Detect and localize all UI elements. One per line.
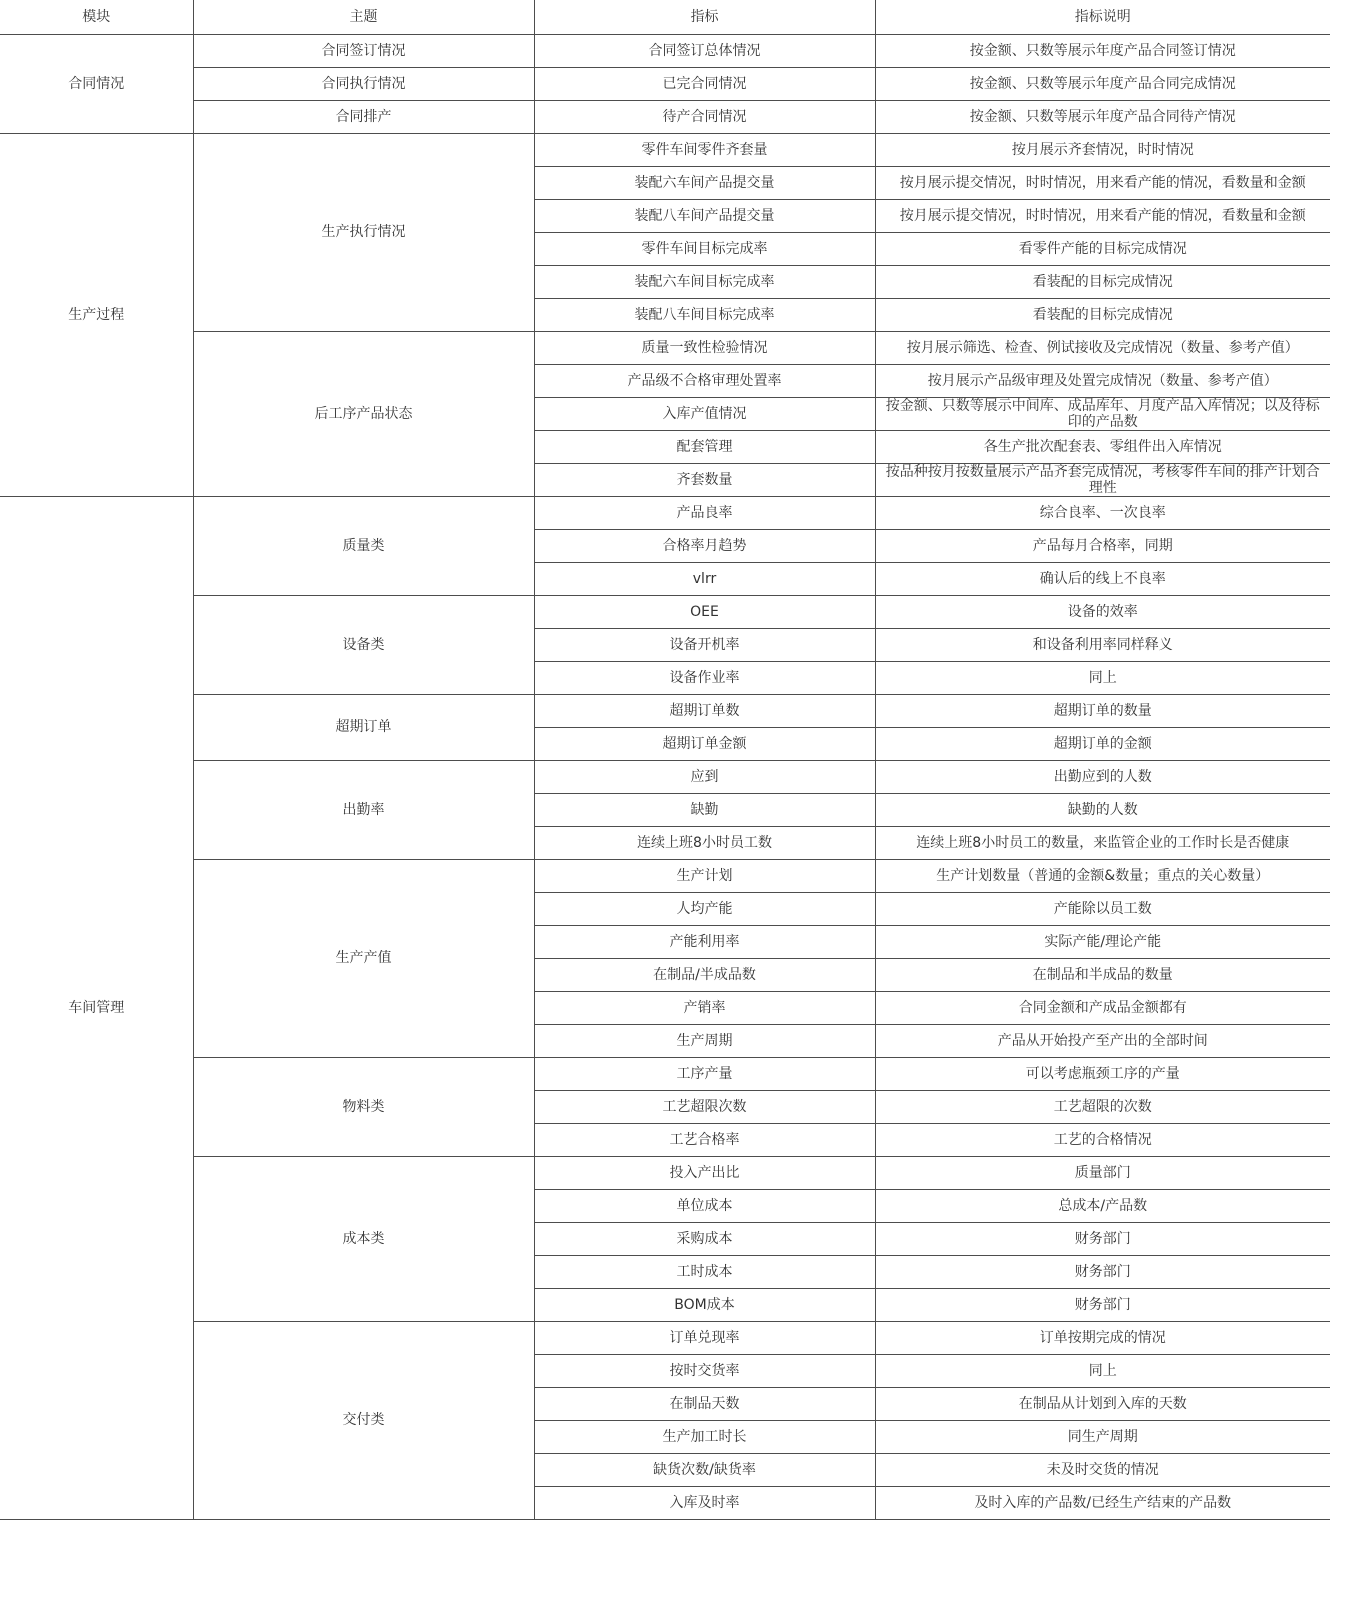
header-module: 模块 xyxy=(0,0,193,34)
header-topic: 主题 xyxy=(193,0,534,34)
description-cell: 各生产批次配套表、零组件出入库情况 xyxy=(875,430,1330,463)
indicator-cell: 合同签订总体情况 xyxy=(534,34,875,67)
indicator-cell: 超期订单金额 xyxy=(534,727,875,760)
description-cell: 可以考虑瓶颈工序的产量 xyxy=(875,1057,1330,1090)
table-row xyxy=(0,1057,1330,1090)
description-cell: 工艺超限的次数 xyxy=(875,1090,1330,1123)
topic-cell: 生产产值 xyxy=(193,859,534,1057)
description-cell: 同上 xyxy=(875,661,1330,694)
description-cell: 在制品和半成品的数量 xyxy=(875,958,1330,991)
header-description: 指标说明 xyxy=(875,0,1330,34)
indicator-cell: 产品良率 xyxy=(534,496,875,529)
indicator-cell: 装配六车间产品提交量 xyxy=(534,166,875,199)
topic-cell: 生产执行情况 xyxy=(193,133,534,331)
description-cell: 未及时交货的情况 xyxy=(875,1453,1330,1486)
indicator-cell: 工艺超限次数 xyxy=(534,1090,875,1123)
indicator-cell: 齐套数量 xyxy=(534,463,875,496)
description-cell: 和设备利用率同样释义 xyxy=(875,628,1330,661)
module-cell: 生产过程 xyxy=(0,133,193,496)
header-row xyxy=(0,0,1330,34)
table-row xyxy=(0,331,1330,364)
description-cell: 按金额、只数等展示中间库、成品库年、月度产品入库情况；以及待标印的产品数 xyxy=(875,397,1330,430)
description-cell: 生产计划数量（普通的金额&数量；重点的关心数量） xyxy=(875,859,1330,892)
topic-cell: 后工序产品状态 xyxy=(193,331,534,496)
indicator-cell: 入库及时率 xyxy=(534,1486,875,1519)
description-cell: 在制品从计划到入库的天数 xyxy=(875,1387,1330,1420)
description-cell: 综合良率、一次良率 xyxy=(875,496,1330,529)
description-cell: 出勤应到的人数 xyxy=(875,760,1330,793)
indicator-cell: 单位成本 xyxy=(534,1189,875,1222)
description-cell: 看装配的目标完成情况 xyxy=(875,298,1330,331)
table-row xyxy=(0,34,1330,67)
module-cell: 车间管理 xyxy=(0,496,193,1519)
indicator-cell: 生产周期 xyxy=(534,1024,875,1057)
indicator-cell: 产销率 xyxy=(534,991,875,1024)
table-row xyxy=(0,496,1330,529)
table-row xyxy=(0,859,1330,892)
description-cell: 按月展示提交情况，时时情况，用来看产能的情况，看数量和金额 xyxy=(875,166,1330,199)
topic-cell: 成本类 xyxy=(193,1156,534,1321)
indicator-cell: BOM成本 xyxy=(534,1288,875,1321)
indicator-cell: 装配八车间目标完成率 xyxy=(534,298,875,331)
description-cell: 按金额、只数等展示年度产品合同待产情况 xyxy=(875,100,1330,133)
indicator-cell: 应到 xyxy=(534,760,875,793)
topic-cell: 合同排产 xyxy=(193,100,534,133)
indicator-cell: 在制品天数 xyxy=(534,1387,875,1420)
indicator-cell: 超期订单数 xyxy=(534,694,875,727)
indicator-cell: 连续上班8小时员工数 xyxy=(534,826,875,859)
indicator-cell: 投入产出比 xyxy=(534,1156,875,1189)
indicator-cell: OEE xyxy=(534,595,875,628)
description-cell: 产品每月合格率，同期 xyxy=(875,529,1330,562)
topic-cell: 设备类 xyxy=(193,595,534,694)
indicator-cell: 产品级不合格审理处置率 xyxy=(534,364,875,397)
description-cell: 设备的效率 xyxy=(875,595,1330,628)
indicator-cell: 合格率月趋势 xyxy=(534,529,875,562)
description-cell: 超期订单的数量 xyxy=(875,694,1330,727)
indicator-cell: 工艺合格率 xyxy=(534,1123,875,1156)
indicator-cell: 装配八车间产品提交量 xyxy=(534,199,875,232)
indicator-cell: 缺货次数/缺货率 xyxy=(534,1453,875,1486)
description-cell: 按金额、只数等展示年度产品合同签订情况 xyxy=(875,34,1330,67)
description-cell: 确认后的线上不良率 xyxy=(875,562,1330,595)
table-row xyxy=(0,760,1330,793)
table-body xyxy=(0,34,1330,1519)
description-cell: 同生产周期 xyxy=(875,1420,1330,1453)
description-cell: 超期订单的金额 xyxy=(875,727,1330,760)
description-cell: 订单按期完成的情况 xyxy=(875,1321,1330,1354)
indicator-cell: 零件车间目标完成率 xyxy=(534,232,875,265)
table-row xyxy=(0,67,1330,100)
description-cell: 产品从开始投产至产出的全部时间 xyxy=(875,1024,1330,1057)
description-cell: 同上 xyxy=(875,1354,1330,1387)
indicator-cell: 产能利用率 xyxy=(534,925,875,958)
description-cell: 工艺的合格情况 xyxy=(875,1123,1330,1156)
description-cell: 按月展示提交情况，时时情况，用来看产能的情况，看数量和金额 xyxy=(875,199,1330,232)
indicator-cell: 质量一致性检验情况 xyxy=(534,331,875,364)
description-cell: 产能除以员工数 xyxy=(875,892,1330,925)
indicator-cell: vlrr xyxy=(534,562,875,595)
indicator-cell: 缺勤 xyxy=(534,793,875,826)
indicator-cell: 零件车间零件齐套量 xyxy=(534,133,875,166)
topic-cell: 合同执行情况 xyxy=(193,67,534,100)
description-cell: 看零件产能的目标完成情况 xyxy=(875,232,1330,265)
description-cell: 实际产能/理论产能 xyxy=(875,925,1330,958)
topic-cell: 物料类 xyxy=(193,1057,534,1156)
topic-cell: 质量类 xyxy=(193,496,534,595)
indicator-cell: 工时成本 xyxy=(534,1255,875,1288)
table-row xyxy=(0,1321,1330,1354)
indicator-cell: 设备开机率 xyxy=(534,628,875,661)
indicator-cell: 生产加工时长 xyxy=(534,1420,875,1453)
description-cell: 缺勤的人数 xyxy=(875,793,1330,826)
table-row xyxy=(0,694,1330,727)
description-cell: 总成本/产品数 xyxy=(875,1189,1330,1222)
indicator-cell: 工序产量 xyxy=(534,1057,875,1090)
description-cell: 财务部门 xyxy=(875,1222,1330,1255)
description-cell: 及时入库的产品数/已经生产结束的产品数 xyxy=(875,1486,1330,1519)
indicator-cell: 已完合同情况 xyxy=(534,67,875,100)
indicator-cell: 配套管理 xyxy=(534,430,875,463)
indicator-cell: 装配六车间目标完成率 xyxy=(534,265,875,298)
indicator-cell: 人均产能 xyxy=(534,892,875,925)
indicator-cell: 待产合同情况 xyxy=(534,100,875,133)
description-cell: 财务部门 xyxy=(875,1255,1330,1288)
indicator-cell: 生产计划 xyxy=(534,859,875,892)
indicator-cell: 在制品/半成品数 xyxy=(534,958,875,991)
description-cell: 按金额、只数等展示年度产品合同完成情况 xyxy=(875,67,1330,100)
description-cell: 质量部门 xyxy=(875,1156,1330,1189)
indicator-cell: 入库产值情况 xyxy=(534,397,875,430)
table-row xyxy=(0,595,1330,628)
indicator-cell: 按时交货率 xyxy=(534,1354,875,1387)
indicator-cell: 采购成本 xyxy=(534,1222,875,1255)
description-cell: 合同金额和产成品金额都有 xyxy=(875,991,1330,1024)
description-cell: 财务部门 xyxy=(875,1288,1330,1321)
header-indicator: 指标 xyxy=(534,0,875,34)
description-cell: 按月展示筛选、检查、例试接收及完成情况（数量、参考产值） xyxy=(875,331,1330,364)
indicator-cell: 订单兑现率 xyxy=(534,1321,875,1354)
module-cell: 合同情况 xyxy=(0,34,193,133)
description-cell: 按月展示产品级审理及处置完成情况（数量、参考产值） xyxy=(875,364,1330,397)
table-row xyxy=(0,133,1330,166)
description-cell: 按月展示齐套情况，时时情况 xyxy=(875,133,1330,166)
topic-cell: 交付类 xyxy=(193,1321,534,1519)
indicator-cell: 设备作业率 xyxy=(534,661,875,694)
description-cell: 连续上班8小时员工的数量，来监管企业的工作时长是否健康 xyxy=(875,826,1330,859)
description-cell: 按品种按月按数量展示产品齐套完成情况，考核零件车间的排产计划合理性 xyxy=(875,463,1330,496)
description-cell: 看装配的目标完成情况 xyxy=(875,265,1330,298)
table-row xyxy=(0,1156,1330,1189)
topic-cell: 出勤率 xyxy=(193,760,534,859)
topic-cell: 合同签订情况 xyxy=(193,34,534,67)
topic-cell: 超期订单 xyxy=(193,694,534,760)
table-row xyxy=(0,100,1330,133)
